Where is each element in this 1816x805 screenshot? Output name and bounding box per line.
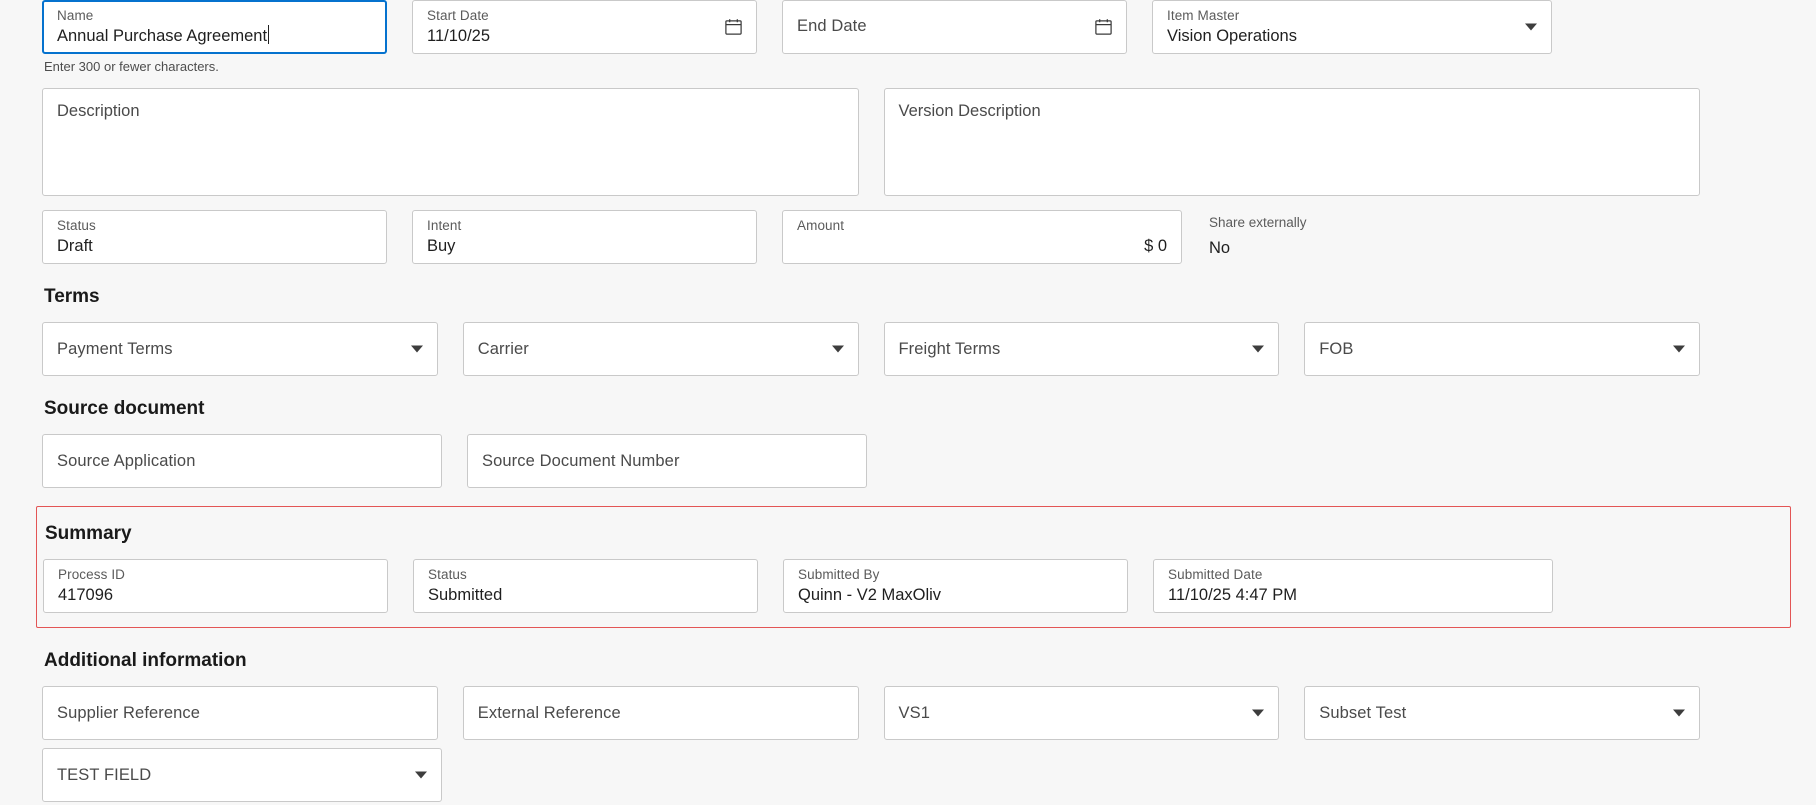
submitted-date-field bbox=[1153, 559, 1553, 613]
submitted-by-field bbox=[783, 559, 1128, 613]
start-date-field[interactable] bbox=[412, 0, 757, 54]
text-cursor bbox=[268, 25, 269, 44]
chevron-down-icon[interactable] bbox=[1525, 24, 1537, 31]
chevron-down-icon[interactable] bbox=[411, 346, 423, 353]
status-field bbox=[42, 210, 387, 264]
intent-label: Intent bbox=[427, 218, 462, 233]
share-externally-label: Share externally bbox=[1209, 215, 1307, 230]
source-application-label: Source Application bbox=[57, 452, 196, 470]
item-master-field[interactable] bbox=[1152, 0, 1552, 54]
submitted-by-label: Submitted By bbox=[798, 567, 880, 582]
row-status-intent-amount bbox=[42, 210, 1700, 264]
amount-label: Amount bbox=[797, 218, 845, 233]
status-value: Draft bbox=[57, 237, 93, 255]
chevron-down-icon[interactable] bbox=[1673, 710, 1685, 717]
external-reference-field[interactable] bbox=[463, 686, 859, 740]
source-document-number-field[interactable] bbox=[467, 434, 867, 488]
description-label: Description bbox=[57, 102, 140, 120]
name-helper-text: Enter 300 or fewer characters. bbox=[44, 59, 219, 74]
share-externally-block bbox=[1207, 210, 1607, 264]
intent-value: Buy bbox=[427, 237, 456, 255]
version-description-label: Version Description bbox=[898, 102, 1041, 120]
supplier-reference-label: Supplier Reference bbox=[57, 704, 201, 722]
description-field[interactable] bbox=[42, 88, 859, 196]
name-label: Name bbox=[57, 8, 94, 23]
test-field-label: TEST FIELD bbox=[57, 766, 152, 784]
subset-test-field[interactable] bbox=[1304, 686, 1700, 740]
summary-highlight-region bbox=[36, 506, 1791, 628]
vs1-label: VS1 bbox=[898, 704, 930, 722]
end-date-field[interactable] bbox=[782, 0, 1127, 54]
row-descriptions bbox=[42, 88, 1700, 196]
chevron-down-icon[interactable] bbox=[832, 346, 844, 353]
start-date-label: Start Date bbox=[427, 8, 489, 23]
amount-value: $ 0 bbox=[1144, 237, 1167, 255]
status-label: Status bbox=[57, 218, 96, 233]
row-source-document bbox=[42, 434, 1700, 488]
terms-heading: Terms bbox=[44, 286, 100, 307]
freight-terms-label: Freight Terms bbox=[898, 340, 1001, 358]
source-application-field[interactable] bbox=[42, 434, 442, 488]
amount-field bbox=[782, 210, 1182, 264]
share-externally-value: No bbox=[1209, 239, 1231, 257]
end-date-label: End Date bbox=[797, 17, 867, 35]
fob-field[interactable] bbox=[1304, 322, 1700, 376]
source-document-heading: Source document bbox=[44, 398, 205, 419]
chevron-down-icon[interactable] bbox=[1252, 346, 1264, 353]
row-summary bbox=[43, 559, 1790, 613]
row-additional-information bbox=[42, 686, 1700, 740]
start-date-value: 11/10/25 bbox=[427, 27, 491, 45]
item-master-label: Item Master bbox=[1167, 8, 1240, 23]
summary-status-value: Submitted bbox=[428, 586, 503, 604]
row-header-fields bbox=[42, 0, 1700, 54]
source-document-number-label: Source Document Number bbox=[482, 452, 680, 470]
chevron-down-icon[interactable] bbox=[1673, 346, 1685, 353]
carrier-field[interactable] bbox=[463, 322, 859, 376]
item-master-value: Vision Operations bbox=[1167, 27, 1297, 45]
submitted-by-value: Quinn - V2 MaxOliv bbox=[798, 586, 942, 604]
test-field-field[interactable] bbox=[42, 748, 442, 802]
row-additional-information-2 bbox=[42, 748, 1700, 802]
summary-status-label: Status bbox=[428, 567, 467, 582]
process-id-field bbox=[43, 559, 388, 613]
process-id-value: 417096 bbox=[58, 586, 114, 604]
submitted-date-label: Submitted Date bbox=[1168, 567, 1263, 582]
process-id-label: Process ID bbox=[58, 567, 126, 582]
freight-terms-field[interactable] bbox=[884, 322, 1280, 376]
supplier-reference-field[interactable] bbox=[42, 686, 438, 740]
subset-test-label: Subset Test bbox=[1319, 704, 1407, 722]
version-description-field[interactable] bbox=[884, 88, 1701, 196]
external-reference-label: External Reference bbox=[477, 704, 621, 722]
chevron-down-icon[interactable] bbox=[1252, 710, 1264, 717]
fob-label: FOB bbox=[1319, 340, 1354, 358]
row-terms bbox=[42, 322, 1700, 376]
chevron-down-icon[interactable] bbox=[415, 772, 427, 779]
payment-terms-label: Payment Terms bbox=[57, 340, 173, 358]
name-value: Annual Purchase Agreement bbox=[57, 27, 268, 45]
additional-information-heading: Additional information bbox=[44, 650, 247, 671]
summary-heading: Summary bbox=[45, 523, 132, 544]
vs1-field[interactable] bbox=[884, 686, 1280, 740]
intent-field bbox=[412, 210, 757, 264]
carrier-label: Carrier bbox=[477, 340, 529, 358]
summary-status-field bbox=[413, 559, 758, 613]
name-field[interactable] bbox=[42, 0, 387, 54]
submitted-date-value: 11/10/25 4:47 PM bbox=[1168, 586, 1298, 604]
payment-terms-field[interactable] bbox=[42, 322, 438, 376]
calendar-icon[interactable] bbox=[1094, 18, 1113, 37]
calendar-icon[interactable] bbox=[724, 18, 743, 37]
